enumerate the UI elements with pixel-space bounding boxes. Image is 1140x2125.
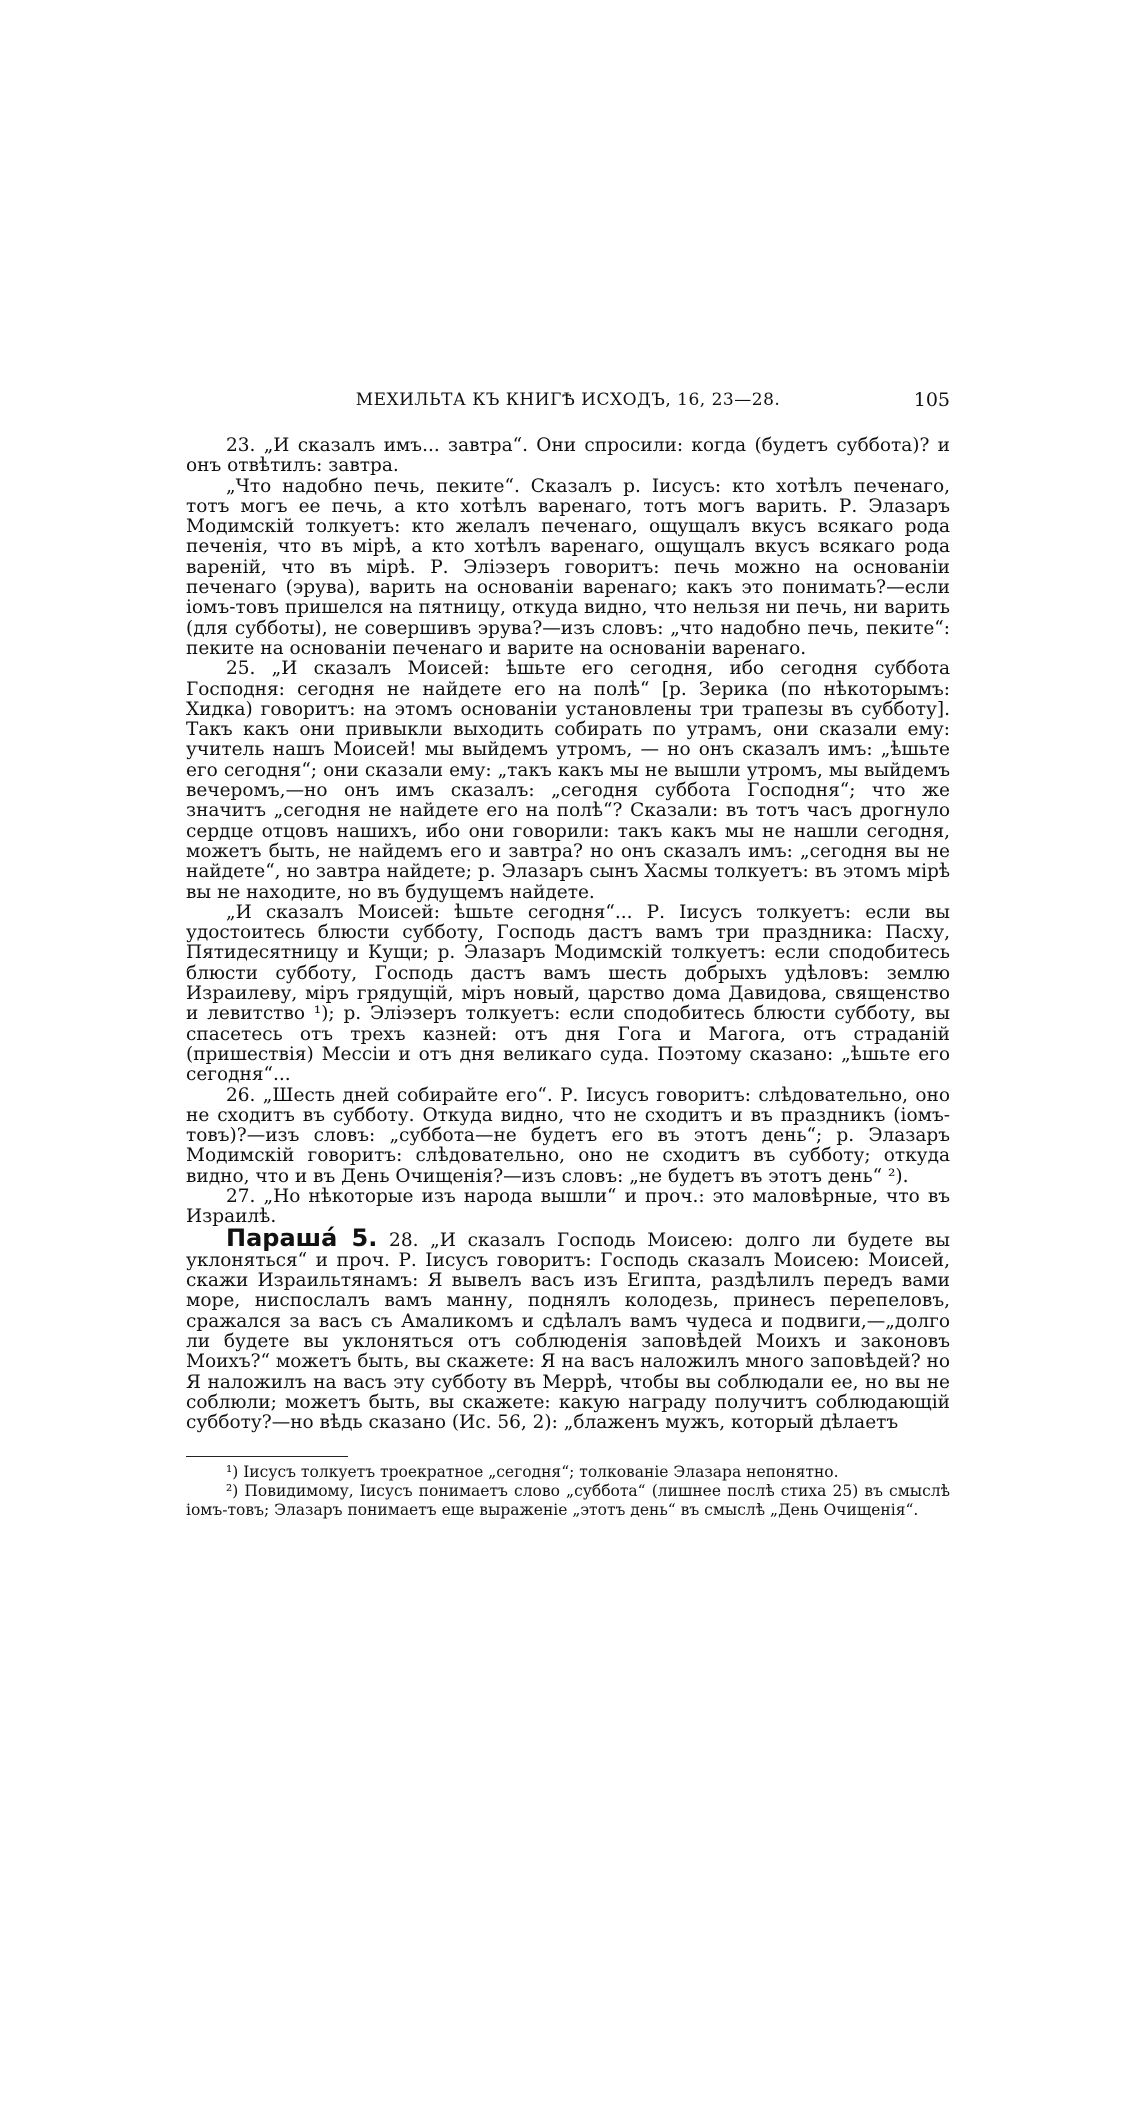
parasha-text: 28. „И сказалъ Господь Моисею: долго ли будете вы уклоняться“ и проч. Р. Іисусъ говоритъ: Господь сказалъ Моисею: Моисей, скажи Израильтянамъ: Я вывелъ васъ изъ Египта, раздѣлилъ передъ вами море, ниспослалъ вамъ манну, поднялъ колодезь, принесъ перепеловъ, сражался за васъ съ Амаликомъ и сдѣлалъ вамъ чудеса и подвиги,—„долго ли будете вы уклоняться отъ соблюденія заповѣдей Моихъ и законовъ Моихъ?“ можетъ быть, вы скажете: Я на васъ наложилъ много заповѣдей? но Я наложилъ на васъ эту субботу въ Меррѣ, чтобы вы соблюдали ее, но вы не соблюли; можетъ быть, вы скажете: какую награду получитъ соблюдающій субботу?—но вѣдь сказано (Ис. 56, 2): „блаженъ мужъ, который дѣлаетъ — [186, 1229, 951, 1434]
paragraph-verse-26: 26. „Шесть дней собирайте его“. Р. Іисусъ говоритъ: слѣдовательно, оно не сходитъ въ субботу. Откуда видно, что не сходитъ и въ праздникъ (іомъ-товъ)?—изъ словъ: „суббота—не будетъ его въ этотъ день“; р. Элазаръ Модимскій говоритъ: слѣдовательно, оно не сходитъ въ субботу; откуда видно, что и въ День Очищенія?—изъ словъ: „не будетъ въ этотъ день“ ²). — [186, 1084, 950, 1187]
parasha-heading: Параша́ 5. — [226, 1223, 378, 1252]
footnote-1: ¹) Іисусъ толкуетъ троекратное „сегодня“; толкованіе Элазара непонятно. — [226, 1462, 839, 1481]
paragraph-eat-today: „И сказалъ Моисей: ѣшьте сегодня“... Р. Іисусъ толкуетъ: если вы удостоитесь блюсти субботу, Господь дастъ вамъ три праздника: Пасху, Пятидесятницу и Кущи; р. Элазаръ Модимскій толкуетъ: если сподобитесь блюсти субботу, Господь дастъ вамъ шесть добрыхъ удѣловъ: землю Израилеву, міръ грядущій, міръ новый, царство дома Давидова, священство и левитство ¹); р. Эліэзеръ толкуетъ: если сподобитесь блюсти субботу, вы спасетесь отъ трехъ казней: отъ дня Гога и Магога, отъ страданій (пришествія) Мессіи и отъ дня великаго суда. Поэтому сказано: „ѣшьте его сегодня“... — [186, 901, 950, 1086]
footnote-divider — [186, 1456, 348, 1457]
paragraph-verse-27: 27. „Но нѣкоторые изъ народа вышли“ и проч.: это маловѣрные, что въ Израилѣ. — [186, 1185, 950, 1228]
running-title: МЕХИЛЬТА КЪ КНИГѢ ИСХОДЪ, 16, 23—28. — [355, 390, 781, 410]
body-text — [186, 436, 950, 1434]
page-header — [186, 390, 950, 430]
paragraph-verse-23: 23. „И сказалъ имъ... завтра“. Они спросили: когда (будетъ суббота)? и онъ отвѣтилъ: завтра. — [186, 435, 950, 477]
footnote-2: ²) Повидимому, Іисусъ понимаетъ слово „суббота“ (лишнее послѣ стиха 25) въ смыслѣ іомъ-товъ; Элазаръ понимаетъ еще выраженіе „этотъ день“ въ смыслѣ „День Очищенія“. — [186, 1481, 950, 1519]
paragraph-bake-commentary: „Что надобно печь, пеките“. Сказалъ р. Іисусъ: кто хотѣлъ печенаго, тотъ могъ ее печь, а кто хотѣлъ варенаго, тотъ могъ варить. Р. Элазаръ Модимскій толкуетъ: кто желалъ печенаго, ощущалъ вкусъ всякаго рода печенія, что въ мірѣ, а кто хотѣлъ варенаго, ощущалъ вкусъ всякаго рода вареній, что въ мірѣ. Р. Эліэзеръ говоритъ: печь можно на основаніи печенаго (эрува), варить на основаніи варенаго; какъ это понимать?—если іомъ-товъ пришелся на пятницу, откуда видно, что нельзя ни печь, ни варить (для субботы), не совершивъ эрува?—изъ словъ: „что надобно печь, пеките“: пеките на основаніи печенаго и варите на основаніи варенаго. — [186, 475, 950, 659]
paragraph-verse-25: 25. „И сказалъ Моисей: ѣшьте его сегодня, ибо сегодня суббота Господня: сегодня не найдете его на полѣ“ [р. Зерика (по нѣкоторымъ: Хидка) говоритъ: на этомъ основаніи установлены три трапезы въ субботу]. Такъ какъ они привыкли выходить собирать по утрамъ, они сказали ему: учитель нашъ Моисей! мы выйдемъ утромъ, — но онъ сказалъ имъ: „ѣшьте его сегодня“; они сказали ему: „такъ какъ мы не вышли утромъ, мы выйдемъ вечеромъ,—но онъ имъ сказалъ: „сегодня суббота Господня“; что же значитъ „сегодня не найдете его на полѣ“? Сказали: въ тотъ часъ дрогнуло сердце отцовъ нашихъ, ибо они говорили: такъ какъ мы не нашли сегодня, можетъ быть, не найдемъ его и завтра? но онъ сказалъ имъ: „сегодня вы не найдете“, но завтра найдете; р. Элазаръ сынъ Хасмы толкуетъ: въ этомъ мірѣ вы не находите, но въ будущемъ найдете. — [186, 658, 950, 903]
book-page — [186, 390, 950, 1520]
page-number: 105 — [913, 389, 950, 411]
footnotes — [186, 1463, 950, 1520]
paragraph-parasha-5 — [186, 1223, 951, 1434]
